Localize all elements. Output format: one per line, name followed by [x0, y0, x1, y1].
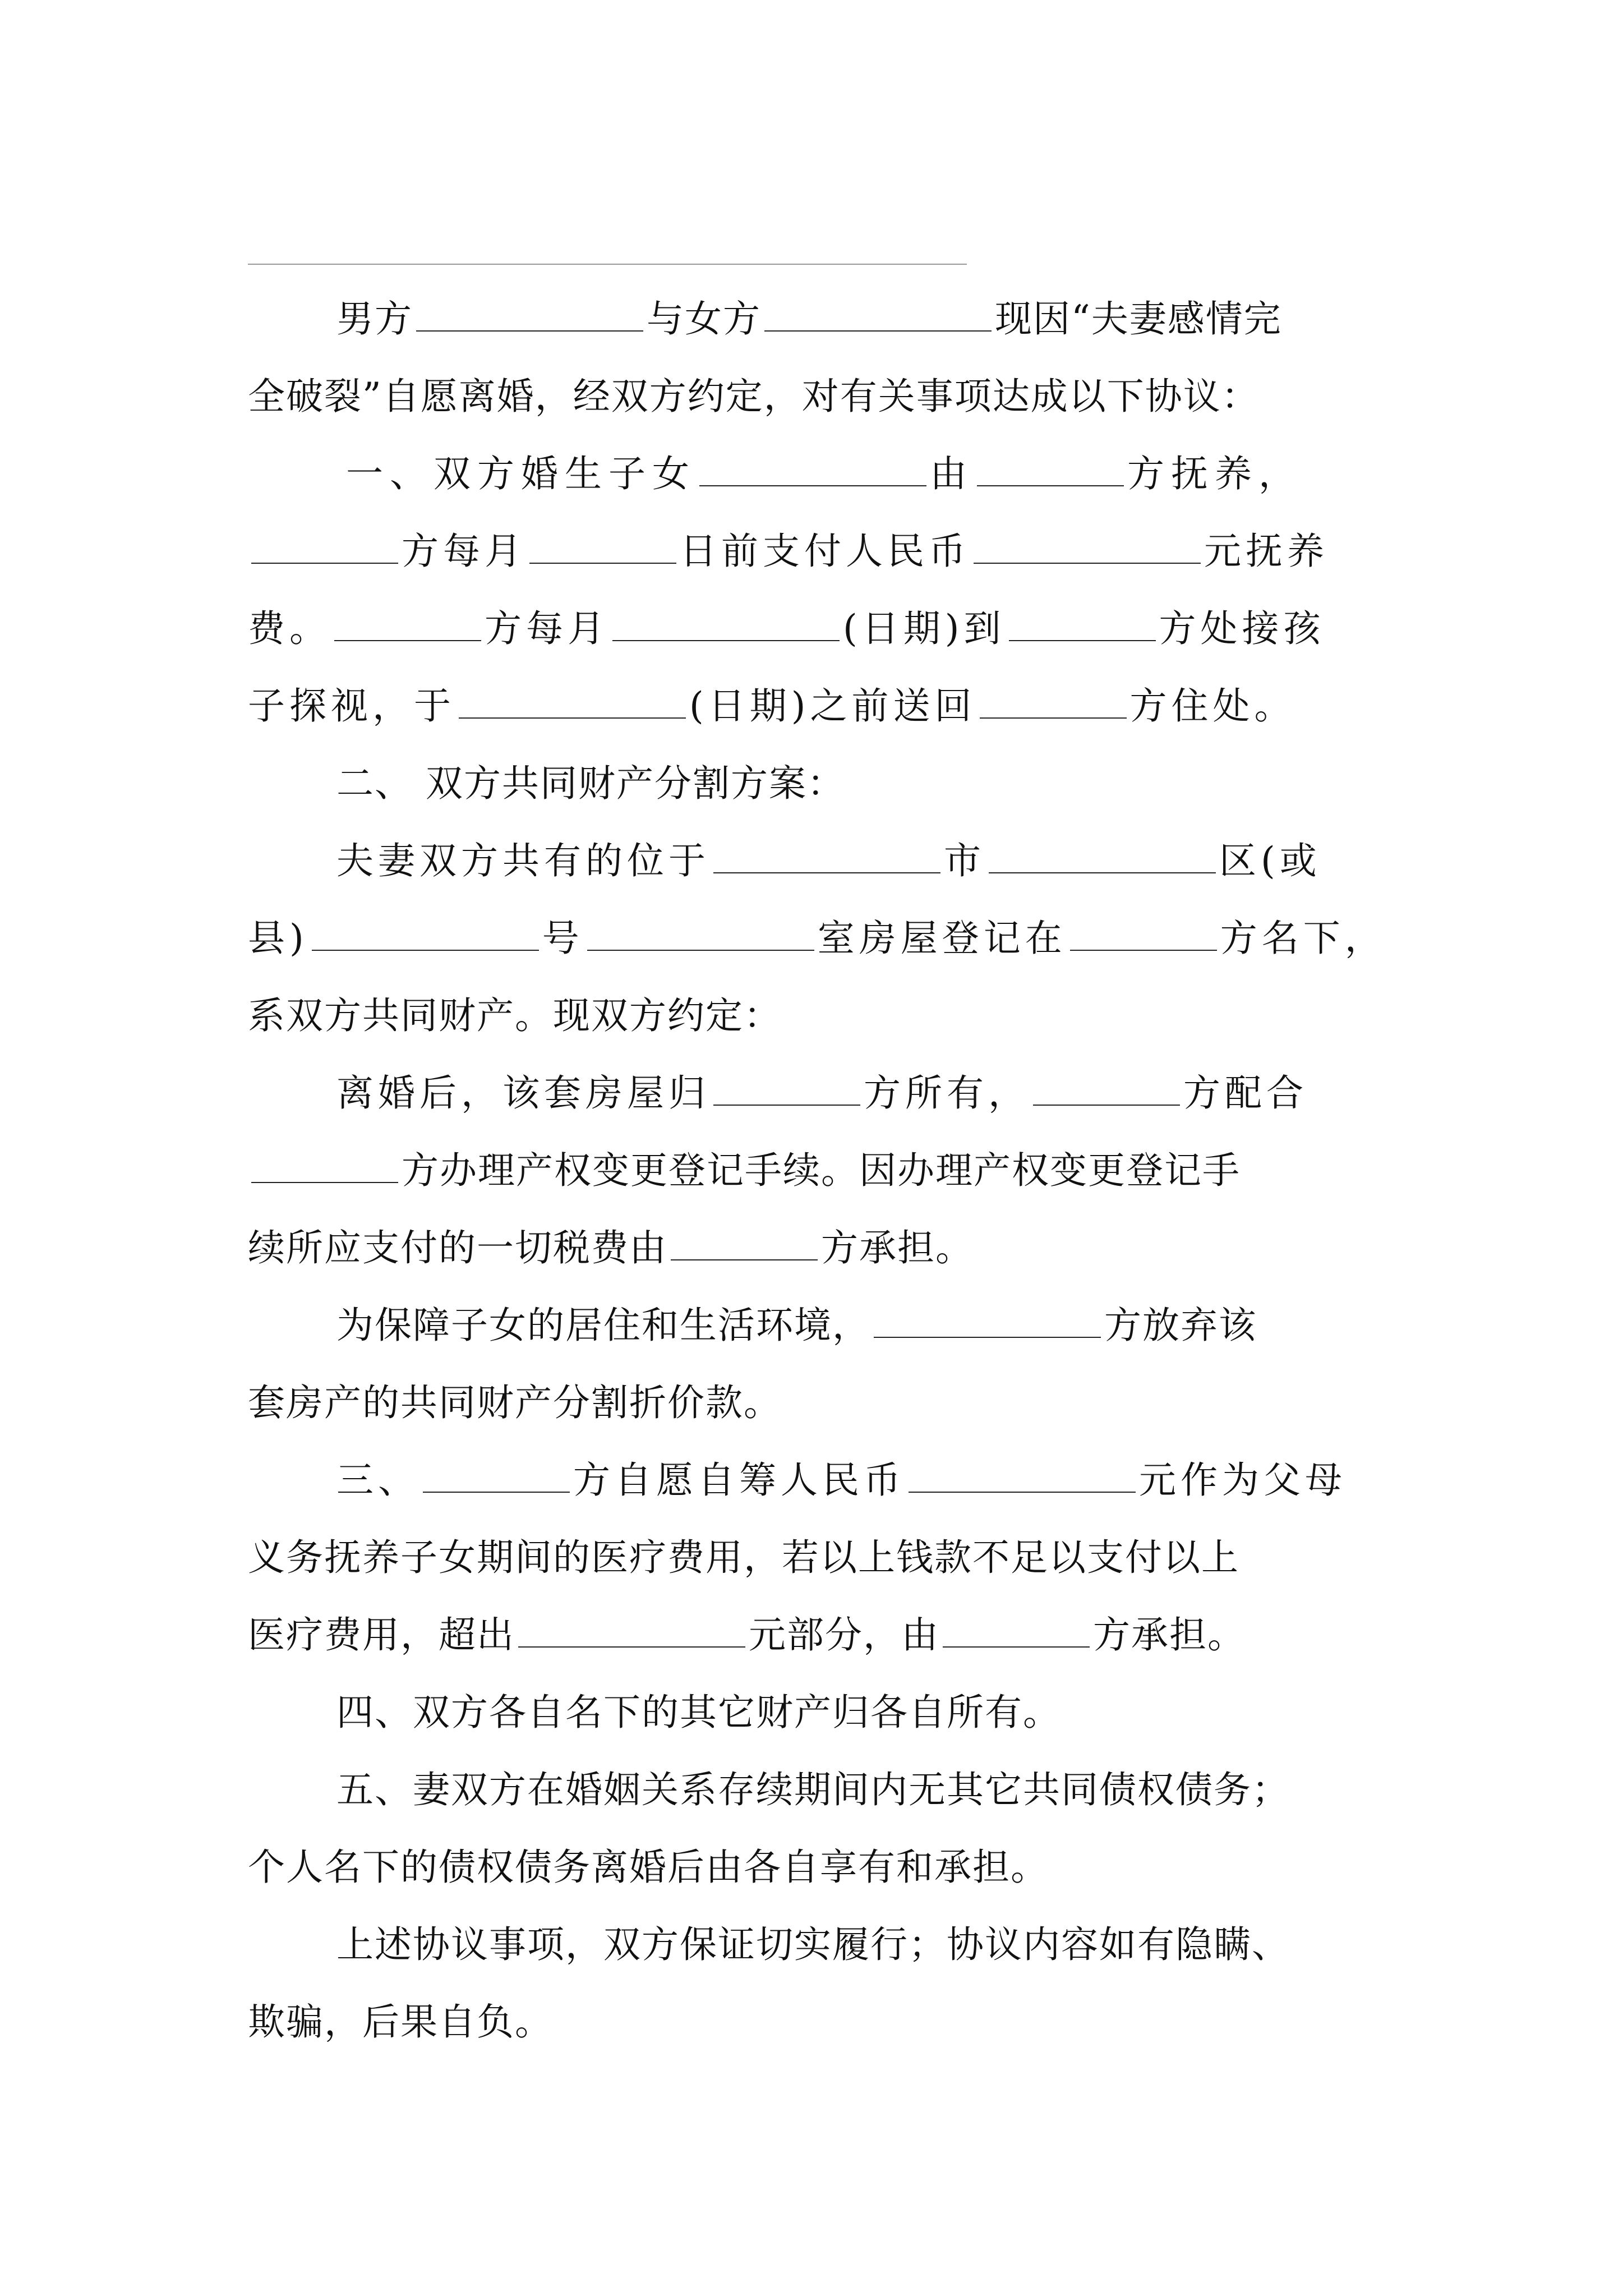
fill-blank[interactable] — [989, 840, 1216, 873]
text-segment: 上述协议事项，双方保证切实履行；协议内容如有隐瞒、 — [336, 1923, 1290, 1966]
text-segment: 方每月 — [485, 607, 609, 650]
text-segment: 续所应支付的一切税费由 — [248, 1226, 667, 1269]
fill-blank[interactable] — [312, 917, 539, 951]
fill-blank[interactable] — [416, 298, 643, 332]
text-segment: 日前支付人民币 — [680, 530, 970, 573]
fill-blank[interactable] — [699, 453, 926, 486]
agreement-line-9 — [248, 900, 1392, 977]
text-segment: 义务抚养子女期间的医疗费用，若以上钱款不足以支付以上 — [248, 1536, 1239, 1579]
text-segment: 方每月 — [402, 530, 526, 573]
agreement-line-21 — [248, 1829, 1392, 1906]
fill-blank[interactable] — [943, 1614, 1090, 1648]
text-segment: 方放弃该 — [1104, 1304, 1257, 1347]
fill-blank[interactable] — [612, 608, 840, 641]
text-segment: 三、 — [336, 1458, 419, 1502]
agreement-line-8 — [248, 822, 1392, 900]
fill-blank[interactable] — [713, 840, 940, 873]
agreement-line-16 — [248, 1442, 1392, 1519]
header-rule — [248, 264, 967, 265]
fill-blank[interactable] — [974, 530, 1201, 564]
text-segment: 区(或 — [1219, 839, 1321, 882]
text-segment: 医疗费用，超出 — [248, 1613, 515, 1657]
agreement-body — [248, 280, 1392, 2061]
text-segment: 元部分，由 — [749, 1613, 939, 1657]
text-segment: 子探视，于 — [248, 684, 455, 728]
section-heading-2 — [248, 745, 1392, 822]
fill-blank[interactable] — [1070, 917, 1217, 951]
fill-blank[interactable] — [251, 1149, 398, 1183]
text-segment: (日期)到 — [843, 607, 1006, 650]
text-segment: (日期)之前送回 — [689, 684, 976, 728]
agreement-line-10 — [248, 977, 1392, 1055]
fill-blank[interactable] — [1009, 608, 1156, 641]
text-segment: 套房产的共同财产分割折价款。 — [248, 1381, 782, 1424]
text-segment: 全破裂”自愿离婚，经双方约定，对有关事项达成以下协议： — [248, 375, 1260, 418]
text-segment: 由 — [930, 452, 974, 495]
text-segment: 费。 — [248, 607, 331, 650]
text-segment: 男方 — [336, 297, 413, 341]
agreement-line-4 — [248, 513, 1392, 590]
agreement-line-20 — [248, 1751, 1392, 1829]
text-segment: 方所有， — [864, 1071, 1030, 1115]
text-segment: 元作为父母 — [1139, 1458, 1347, 1502]
agreement-line-18 — [248, 1596, 1392, 1674]
agreement-line-19 — [248, 1674, 1392, 1751]
fill-blank[interactable] — [874, 1304, 1101, 1338]
text-segment: 个人名下的债权债务离婚后由各自享有和承担。 — [248, 1846, 1049, 1889]
text-segment: 方处接孩 — [1159, 607, 1325, 650]
agreement-line-22 — [248, 1906, 1392, 1984]
agreement-line-12 — [248, 1132, 1392, 1209]
text-segment: 方自愿自筹人民币 — [573, 1458, 905, 1502]
text-segment: 与女方 — [647, 297, 761, 341]
text-segment: 为保障子女的居住和生活环境， — [336, 1304, 870, 1347]
text-segment: 四、双方各自名下的其它财产归各自所有。 — [336, 1691, 1061, 1734]
text-segment: 方办理产权变更登记手续。因办理产权变更登记手 — [402, 1149, 1241, 1192]
text-segment: 号 — [542, 917, 584, 960]
text-segment: 五、妻双方在婚姻关系存续期间内无其它共同债权债务； — [336, 1768, 1290, 1811]
text-segment: 元抚养 — [1204, 530, 1329, 573]
agreement-line-3 — [248, 435, 1392, 513]
fill-blank[interactable] — [587, 917, 814, 951]
fill-blank[interactable] — [713, 1072, 860, 1106]
text-segment: 离婚后，该套房屋归 — [336, 1071, 710, 1115]
text-segment: 方抚养， — [1127, 452, 1302, 495]
fill-blank[interactable] — [764, 298, 992, 332]
text-segment: 系双方共同财产。现双方约定： — [248, 994, 782, 1037]
text-segment: 室房屋登记在 — [817, 917, 1067, 960]
agreement-line-6 — [248, 668, 1392, 745]
text-segment: 市 — [944, 839, 985, 882]
text-segment: 方承担。 — [1093, 1613, 1246, 1657]
agreement-line-13 — [248, 1209, 1392, 1287]
fill-blank[interactable] — [980, 685, 1127, 719]
fill-blank[interactable] — [423, 1459, 570, 1493]
fill-blank[interactable] — [529, 530, 676, 564]
agreement-line-2 — [248, 358, 1392, 435]
text-segment: 方配合 — [1183, 1071, 1308, 1115]
text-segment: 县) — [248, 917, 308, 960]
text-segment: 方名下， — [1220, 917, 1386, 960]
text-segment: 方住处。 — [1129, 684, 1296, 728]
fill-blank[interactable] — [909, 1459, 1136, 1493]
agreement-line-14 — [248, 1287, 1392, 1364]
text-segment: 一、双方婚生子女 — [346, 452, 696, 495]
text-segment: 二、 双方共同财产分割方案： — [336, 762, 845, 805]
fill-blank[interactable] — [459, 685, 686, 719]
text-segment: 欺骗，后果自负。 — [248, 2000, 553, 2044]
agreement-line-1 — [248, 280, 1392, 358]
agreement-line-15 — [248, 1364, 1392, 1442]
agreement-line-5 — [248, 590, 1392, 668]
fill-blank[interactable] — [977, 453, 1124, 486]
fill-blank[interactable] — [1033, 1072, 1180, 1106]
agreement-line-11 — [248, 1055, 1392, 1132]
text-segment: 夫妻双方共有的位于 — [336, 839, 710, 882]
agreement-line-17 — [248, 1519, 1392, 1596]
text-segment: 现因“夫妻感情完 — [995, 297, 1282, 341]
fill-blank[interactable] — [518, 1614, 745, 1648]
fill-blank[interactable] — [251, 530, 398, 564]
fill-blank[interactable] — [334, 608, 481, 641]
agreement-line-23 — [248, 1984, 1392, 2061]
fill-blank[interactable] — [671, 1227, 818, 1260]
text-segment: 方承担。 — [821, 1226, 974, 1269]
